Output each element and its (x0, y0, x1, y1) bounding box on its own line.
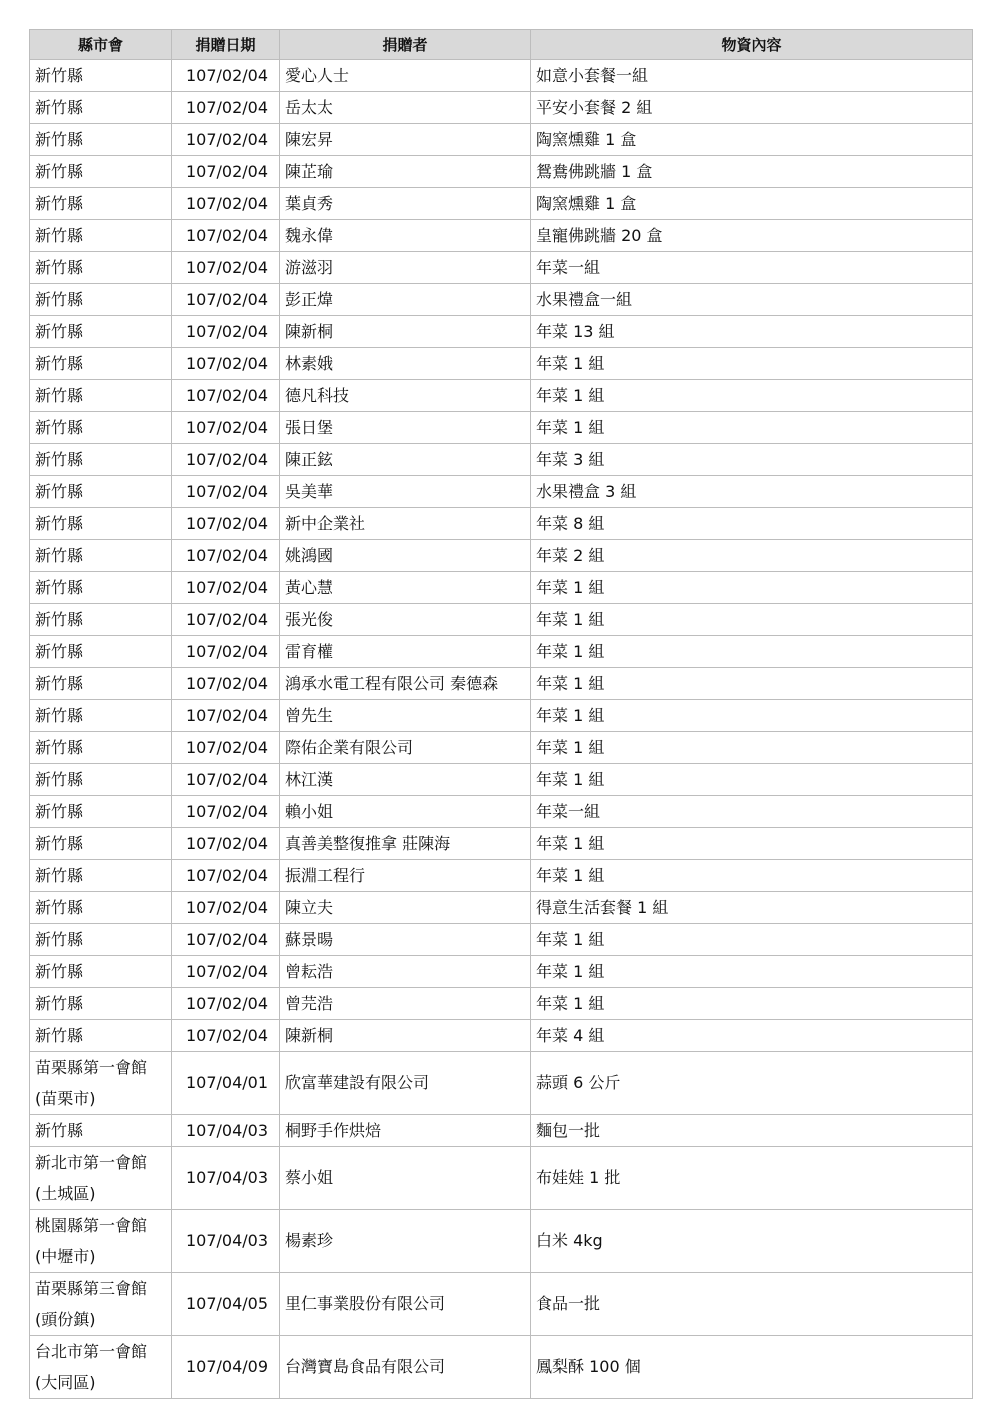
cell-items: 年菜 1 組 (531, 828, 973, 860)
table-row (30, 1210, 973, 1273)
cell-date: 107/02/04 (172, 348, 280, 380)
cell-county: 新竹縣 (30, 316, 172, 348)
cell-county: 新竹縣 (30, 636, 172, 668)
cell-items: 年菜 1 組 (531, 732, 973, 764)
cell-donor: 德凡科技 (280, 380, 531, 412)
cell-date: 107/02/04 (172, 700, 280, 732)
cell-items: 白米 4kg (531, 1210, 973, 1273)
cell-items: 年菜 2 組 (531, 540, 973, 572)
cell-items: 年菜 1 組 (531, 412, 973, 444)
cell-donor: 魏永偉 (280, 220, 531, 252)
table-row (30, 1052, 973, 1115)
table-row (30, 252, 973, 284)
table-row (30, 380, 973, 412)
cell-county: 新竹縣 (30, 220, 172, 252)
cell-donor: 姚鴻國 (280, 540, 531, 572)
cell-county: 新竹縣 (30, 924, 172, 956)
cell-county: 新竹縣 (30, 252, 172, 284)
cell-date: 107/04/05 (172, 1273, 280, 1336)
table-row (30, 508, 973, 540)
cell-items: 年菜 1 組 (531, 988, 973, 1020)
cell-date: 107/02/04 (172, 188, 280, 220)
cell-county: 新竹縣 (30, 540, 172, 572)
cell-donor: 黃心慧 (280, 572, 531, 604)
cell-items: 年菜一組 (531, 252, 973, 284)
cell-donor: 曾芫浩 (280, 988, 531, 1020)
cell-date: 107/02/04 (172, 476, 280, 508)
cell-donor: 張光俊 (280, 604, 531, 636)
cell-county: 新竹縣 (30, 348, 172, 380)
table-row (30, 316, 973, 348)
table-row (30, 220, 973, 252)
cell-items: 年菜一組 (531, 796, 973, 828)
cell-items: 年菜 1 組 (531, 348, 973, 380)
cell-items: 水果禮盒一組 (531, 284, 973, 316)
table-row (30, 668, 973, 700)
cell-date: 107/02/04 (172, 572, 280, 604)
cell-county: 苗栗縣第一會館(苗栗市) (30, 1052, 172, 1115)
cell-date: 107/02/04 (172, 956, 280, 988)
table-row (30, 732, 973, 764)
cell-donor: 陳芷瑜 (280, 156, 531, 188)
header-items: 物資內容 (531, 30, 973, 60)
cell-donor: 陳新桐 (280, 1020, 531, 1052)
cell-date: 107/02/04 (172, 668, 280, 700)
cell-county: 新竹縣 (30, 988, 172, 1020)
cell-date: 107/02/04 (172, 1020, 280, 1052)
table-header (30, 30, 973, 60)
cell-county: 新竹縣 (30, 732, 172, 764)
cell-county: 新竹縣 (30, 892, 172, 924)
cell-date: 107/02/04 (172, 284, 280, 316)
cell-county: 新竹縣 (30, 860, 172, 892)
cell-donor: 賴小姐 (280, 796, 531, 828)
cell-date: 107/02/04 (172, 60, 280, 92)
cell-date: 107/02/04 (172, 412, 280, 444)
cell-date: 107/02/04 (172, 828, 280, 860)
cell-county: 新竹縣 (30, 796, 172, 828)
table-row (30, 1115, 973, 1147)
cell-items: 年菜 1 組 (531, 924, 973, 956)
table-row (30, 444, 973, 476)
cell-date: 107/02/04 (172, 860, 280, 892)
cell-donor: 愛心人士 (280, 60, 531, 92)
cell-date: 107/02/04 (172, 636, 280, 668)
cell-donor: 林江漢 (280, 764, 531, 796)
cell-date: 107/02/04 (172, 380, 280, 412)
table-row (30, 636, 973, 668)
cell-county: 新竹縣 (30, 380, 172, 412)
cell-items: 麵包一批 (531, 1115, 973, 1147)
cell-county: 新竹縣 (30, 828, 172, 860)
cell-donor: 新中企業社 (280, 508, 531, 540)
cell-donor: 陳新桐 (280, 316, 531, 348)
cell-items: 鳳梨酥 100 個 (531, 1336, 973, 1399)
cell-date: 107/02/04 (172, 924, 280, 956)
cell-county: 新竹縣 (30, 764, 172, 796)
cell-items: 年菜 1 組 (531, 956, 973, 988)
table-row (30, 476, 973, 508)
cell-items: 如意小套餐一組 (531, 60, 973, 92)
table-row (30, 956, 973, 988)
table-row (30, 796, 973, 828)
cell-donor: 岳太太 (280, 92, 531, 124)
cell-date: 107/04/01 (172, 1052, 280, 1115)
cell-donor: 振淵工程行 (280, 860, 531, 892)
cell-county: 苗栗縣第三會館(頭份鎮) (30, 1273, 172, 1336)
cell-items: 年菜 13 組 (531, 316, 973, 348)
cell-date: 107/02/04 (172, 988, 280, 1020)
cell-donor: 真善美整復推拿 莊陳海 (280, 828, 531, 860)
cell-items: 平安小套餐 2 組 (531, 92, 973, 124)
cell-date: 107/02/04 (172, 156, 280, 188)
table-row (30, 860, 973, 892)
cell-items: 年菜 8 組 (531, 508, 973, 540)
cell-items: 年菜 1 組 (531, 636, 973, 668)
table-row (30, 828, 973, 860)
cell-county: 新竹縣 (30, 572, 172, 604)
header-row (30, 30, 973, 60)
cell-items: 年菜 1 組 (531, 700, 973, 732)
cell-items: 食品一批 (531, 1273, 973, 1336)
cell-county: 新竹縣 (30, 604, 172, 636)
cell-county: 桃園縣第一會館(中壢市) (30, 1210, 172, 1273)
table-row (30, 572, 973, 604)
cell-date: 107/02/04 (172, 92, 280, 124)
table-row (30, 412, 973, 444)
donation-table (29, 29, 973, 1399)
cell-county: 新竹縣 (30, 284, 172, 316)
cell-donor: 陳正鉉 (280, 444, 531, 476)
table-row (30, 892, 973, 924)
cell-donor: 吳美華 (280, 476, 531, 508)
cell-items: 蒜頭 6 公斤 (531, 1052, 973, 1115)
table-row (30, 988, 973, 1020)
cell-county: 新竹縣 (30, 1020, 172, 1052)
cell-items: 年菜 1 組 (531, 668, 973, 700)
cell-county: 新竹縣 (30, 124, 172, 156)
table-row (30, 156, 973, 188)
cell-date: 107/02/04 (172, 508, 280, 540)
cell-county: 新竹縣 (30, 476, 172, 508)
table-row (30, 1020, 973, 1052)
cell-date: 107/02/04 (172, 444, 280, 476)
table-row (30, 284, 973, 316)
cell-donor: 游滋羽 (280, 252, 531, 284)
header-donor: 捐贈者 (280, 30, 531, 60)
cell-county: 新竹縣 (30, 700, 172, 732)
cell-county: 新竹縣 (30, 156, 172, 188)
cell-donor: 台灣寶島食品有限公司 (280, 1336, 531, 1399)
table-row (30, 700, 973, 732)
cell-date: 107/02/04 (172, 604, 280, 636)
cell-items: 鴛鴦佛跳牆 1 盒 (531, 156, 973, 188)
cell-date: 107/02/04 (172, 252, 280, 284)
cell-county: 新竹縣 (30, 412, 172, 444)
table-row (30, 188, 973, 220)
cell-date: 107/02/04 (172, 220, 280, 252)
header-date: 捐贈日期 (172, 30, 280, 60)
cell-donor: 曾耘浩 (280, 956, 531, 988)
cell-donor: 鴻承水電工程有限公司 秦德森 (280, 668, 531, 700)
cell-items: 年菜 4 組 (531, 1020, 973, 1052)
table-row (30, 540, 973, 572)
cell-items: 年菜 3 組 (531, 444, 973, 476)
table-row (30, 764, 973, 796)
cell-date: 107/02/04 (172, 316, 280, 348)
cell-county: 新竹縣 (30, 508, 172, 540)
cell-items: 皇寵佛跳牆 20 盒 (531, 220, 973, 252)
header-county: 縣市會 (30, 30, 172, 60)
cell-county: 新竹縣 (30, 60, 172, 92)
cell-donor: 曾先生 (280, 700, 531, 732)
cell-items: 布娃娃 1 批 (531, 1147, 973, 1210)
table-row (30, 924, 973, 956)
cell-county: 新竹縣 (30, 444, 172, 476)
cell-items: 水果禮盒 3 組 (531, 476, 973, 508)
cell-date: 107/04/03 (172, 1115, 280, 1147)
cell-items: 得意生活套餐 1 組 (531, 892, 973, 924)
cell-date: 107/02/04 (172, 764, 280, 796)
cell-items: 年菜 1 組 (531, 572, 973, 604)
cell-donor: 雷育權 (280, 636, 531, 668)
cell-donor: 里仁事業股份有限公司 (280, 1273, 531, 1336)
cell-items: 年菜 1 組 (531, 764, 973, 796)
cell-donor: 欣富華建設有限公司 (280, 1052, 531, 1115)
cell-items: 陶窯燻雞 1 盒 (531, 188, 973, 220)
cell-items: 年菜 1 組 (531, 380, 973, 412)
cell-items: 年菜 1 組 (531, 860, 973, 892)
cell-items: 年菜 1 組 (531, 604, 973, 636)
cell-donor: 彭正煒 (280, 284, 531, 316)
cell-donor: 陳宏昇 (280, 124, 531, 156)
cell-donor: 蘇景暘 (280, 924, 531, 956)
cell-county: 新竹縣 (30, 188, 172, 220)
cell-date: 107/02/04 (172, 796, 280, 828)
cell-date: 107/02/04 (172, 124, 280, 156)
cell-county: 新竹縣 (30, 956, 172, 988)
cell-date: 107/02/04 (172, 892, 280, 924)
table-row (30, 604, 973, 636)
table-row (30, 124, 973, 156)
cell-donor: 蔡小姐 (280, 1147, 531, 1210)
cell-donor: 葉貞秀 (280, 188, 531, 220)
cell-date: 107/02/04 (172, 732, 280, 764)
table-row (30, 1336, 973, 1399)
cell-donor: 桐野手作烘焙 (280, 1115, 531, 1147)
cell-donor: 林素娥 (280, 348, 531, 380)
cell-county: 新竹縣 (30, 668, 172, 700)
table-row (30, 92, 973, 124)
cell-county: 新竹縣 (30, 92, 172, 124)
cell-date: 107/02/04 (172, 540, 280, 572)
table-row (30, 60, 973, 92)
table-body (30, 60, 973, 1399)
cell-county: 新北市第一會館(土城區) (30, 1147, 172, 1210)
cell-date: 107/04/03 (172, 1147, 280, 1210)
cell-county: 台北市第一會館(大同區) (30, 1336, 172, 1399)
cell-donor: 陳立夫 (280, 892, 531, 924)
cell-donor: 際佑企業有限公司 (280, 732, 531, 764)
cell-date: 107/04/09 (172, 1336, 280, 1399)
cell-county: 新竹縣 (30, 1115, 172, 1147)
cell-date: 107/04/03 (172, 1210, 280, 1273)
cell-donor: 張日堡 (280, 412, 531, 444)
table-row (30, 348, 973, 380)
cell-items: 陶窯燻雞 1 盒 (531, 124, 973, 156)
table-row (30, 1147, 973, 1210)
cell-donor: 楊素珍 (280, 1210, 531, 1273)
table-row (30, 1273, 973, 1336)
